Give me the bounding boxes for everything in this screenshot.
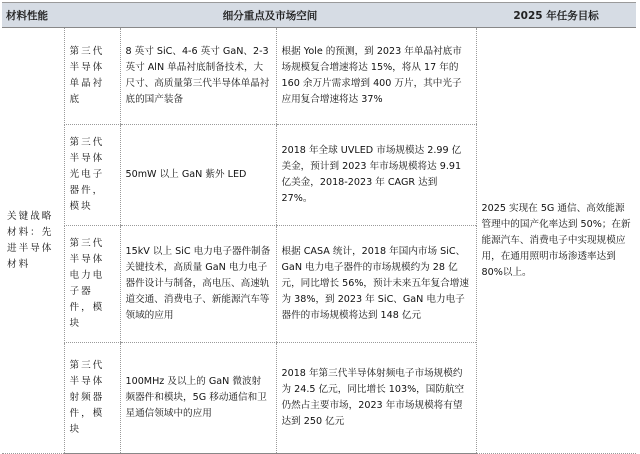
category-cell: 关键战略材料：先进半导体材料 <box>2 28 64 454</box>
market-space-cell: 2018 年第三代半导体射频电子市场规模约为 24.5 亿元，同比增长 103%，国防航空仍然占主要市场，2023 年市场规模将有望达到 250 亿元 <box>276 343 476 454</box>
header-focus-and-market: 细分重点及市场空间 <box>64 3 476 28</box>
focus-cell: 50mW 以上 GaN 紫外 LED <box>120 125 276 226</box>
subcategory-cell: 第三代半导体电力电子器件，模块 <box>64 226 120 343</box>
focus-cell: 8 英寸 SiC、4-6 英寸 GaN、2-3 英寸 AlN 单晶衬底制备技术，大尺寸、高质量第三代半导体单晶衬底的国产装备 <box>120 28 276 125</box>
table-row <box>2 28 636 125</box>
market-space-cell: 根据 Yole 的预测，到 2023 年单晶衬底市场规模复合增速将达 15%，将从 17 年的 160 余万片需求增到 400 万片，其中光子应用复合增速将达 37% <box>276 28 476 125</box>
header-material-performance: 材料性能 <box>2 3 64 28</box>
subcategory-cell: 第三代半导体单晶衬底 <box>64 28 120 125</box>
subcategory-cell: 第三代半导体光电子器件，模块 <box>64 125 120 226</box>
goal-cell: 2025 实现在 5G 通信、高效能源管理中的国产化率达到 50%；在新能源汽车、消费电子中实现规模应用，在通用照明市场渗透率达到 80%以上。 <box>476 28 636 454</box>
table-header-row <box>2 3 636 28</box>
market-space-cell: 根据 CASA 统计，2018 年国内市场 SiC、GaN 电力电子器件的市场规模约为 28 亿元，同比增长 56%，预计未来五年复合增速为 38%，到 2023 年 SiC、GaN 电力电子器件的市场规模将达到 148 亿元 <box>276 226 476 343</box>
material-targets-table <box>2 2 636 454</box>
focus-cell: 15kV 以上 SiC 电力电子器件制备关键技术，高质量 GaN 电力电子器件设计与制备，高电压、高速轨道交通、消费电子、新能源汽车等领域的应用 <box>120 226 276 343</box>
market-space-cell: 2018 年全球 UVLED 市场规模达 2.99 亿美金，预计到 2023 年市场规模将达 9.91 亿美金，2018-2023 年 CAGR 达到 27%。 <box>276 125 476 226</box>
focus-cell: 100MHz 及以上的 GaN 微波射频器件和模块，5G 移动通信和卫星通信领域中的应用 <box>120 343 276 454</box>
header-2025-target: 2025 年任务目标 <box>476 3 636 28</box>
subcategory-cell: 第三代半导体射频器件，模块 <box>64 343 120 454</box>
